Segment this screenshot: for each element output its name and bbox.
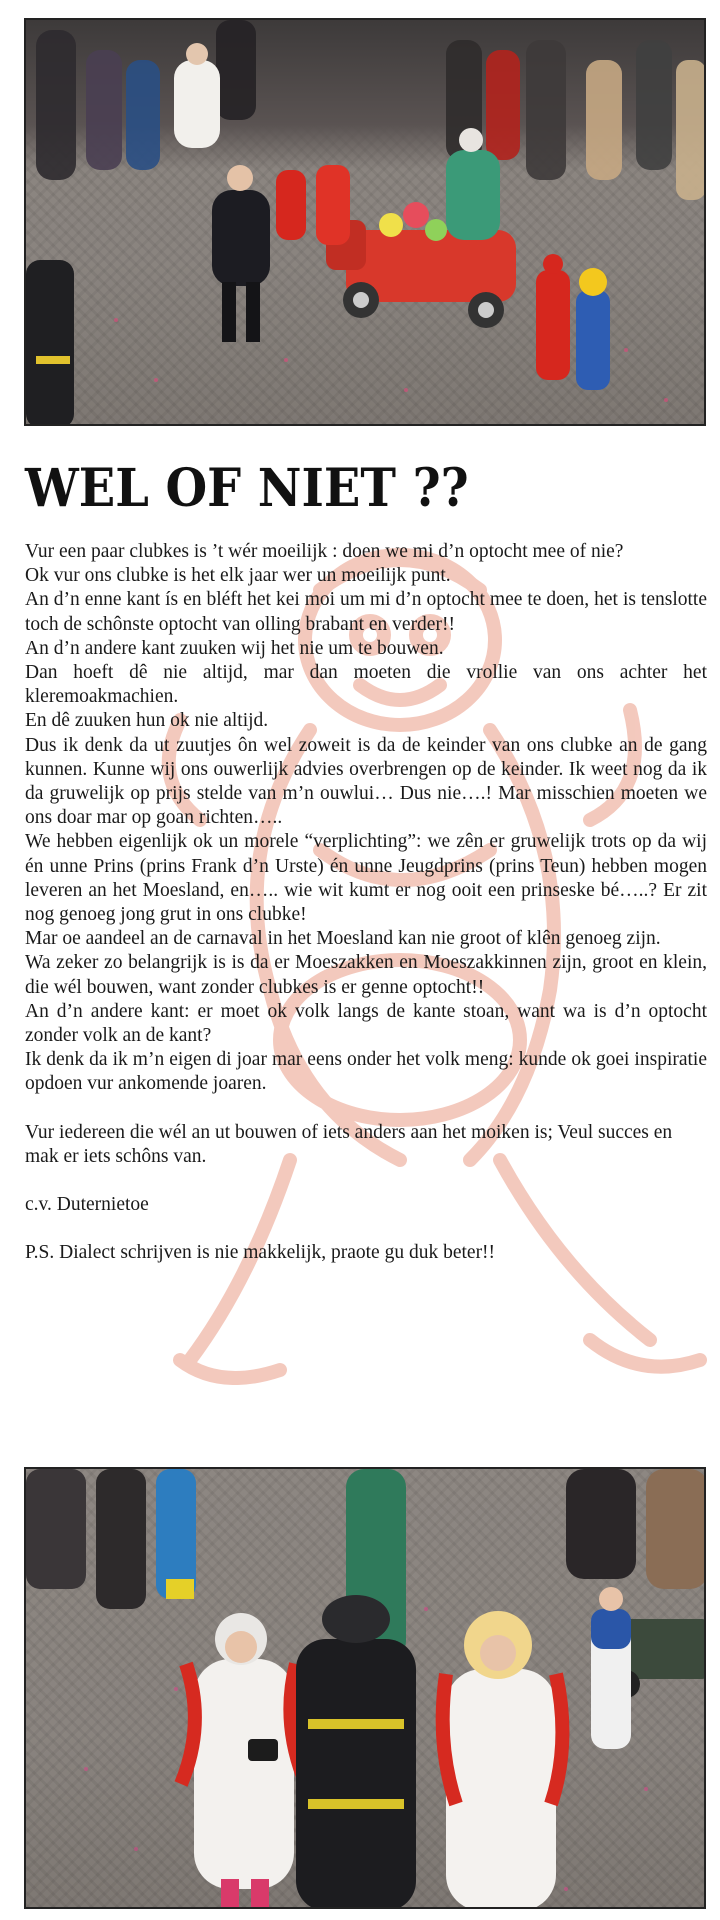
- parade-photo: [24, 18, 706, 426]
- article-line: Vur een paar clubkes is ’t wér moeilijk : doen we mi d’n optocht mee of nie?: [25, 541, 624, 562]
- article-signature: c.v. Duternietoe: [25, 1194, 149, 1216]
- article-postscript: P.S. Dialect schrijven is nie makkelijk, praote gu duk beter!!: [25, 1242, 496, 1264]
- costumed-people-photo: [24, 1467, 706, 1909]
- article-line: En dê zuuken hun ok nie altijd.: [25, 710, 269, 732]
- article-line: We hebben eigenlijk ok un morele “verplichting”: we zên er gruwelijk trots op da wij én unne Prins (prins Frank d’n Urste) én unne Jeugdprins (prins Teun) hebben mogen leveren an het Moesland, en….. wie wit kumt er nog ooit een prinseske bé…..? Er zit nog genoeg jong grut in ons clubke!: [25, 831, 707, 926]
- article-line: Mar oe aandeel an de carnaval in het Moesland kan nie groot of klên genoeg zijn.: [25, 928, 661, 950]
- article-line: Wa zeker zo belangrijk is is da er Moeszakken en Moeszakkinnen zijn, groot en klein, die wél bouwen, want zonder clubkes is er genne optocht!!: [25, 952, 707, 998]
- article-line: An d’n andere kant: er moet ok volk langs de kante stoan, want wa is d’n optocht zonder volk an de kant?: [25, 1000, 707, 1047]
- article-closing: Vur iedereen die wél an ut bouwen of iets anders aan het moiken is; Veul succes en mak er iets schôns van.: [25, 1121, 673, 1167]
- article-line: Dus ik denk da ut zuutjes ôn wel zoweit is da de keinder van ons clubke an de gang kunnen. Kunne wij ons ouwerlijk advies overbrengen op de keinder. Ik weet nog da ik da gruwelijk op prijs stelde van m’n ouwlui… Dus nie….! Mar misschien moeten we ons doar mar op goan richten…..: [25, 734, 707, 829]
- article-line: Ik denk da ik m’n eigen di joar mar eens onder het volk meng: kunde ok goei inspiratie opdoen vur ankomende joaren.: [25, 1049, 707, 1095]
- costumed-people-photo-icon: [26, 1469, 706, 1909]
- article-title: WEL OF NIET ??: [25, 458, 469, 519]
- parade-photo-icon: [26, 20, 706, 426]
- article-line: An d’n enne kant ís en bléft het kei moi um mi d’n optocht mee te doen, het is tenslotte toch de schônste optocht van olling brabant en verder!!: [25, 589, 707, 635]
- article-line: An d’n andere kant zuuken wij het nie um te bouwen.: [25, 637, 444, 659]
- article-body: [25, 540, 707, 1265]
- article-line: Dan hoeft dê nie altijd, mar dan moeten die vrollie van ons achter het kleremoakmachien.: [25, 662, 707, 708]
- article-line: Ok vur ons clubke is het elk jaar wer un moeilijk punt.: [25, 565, 451, 587]
